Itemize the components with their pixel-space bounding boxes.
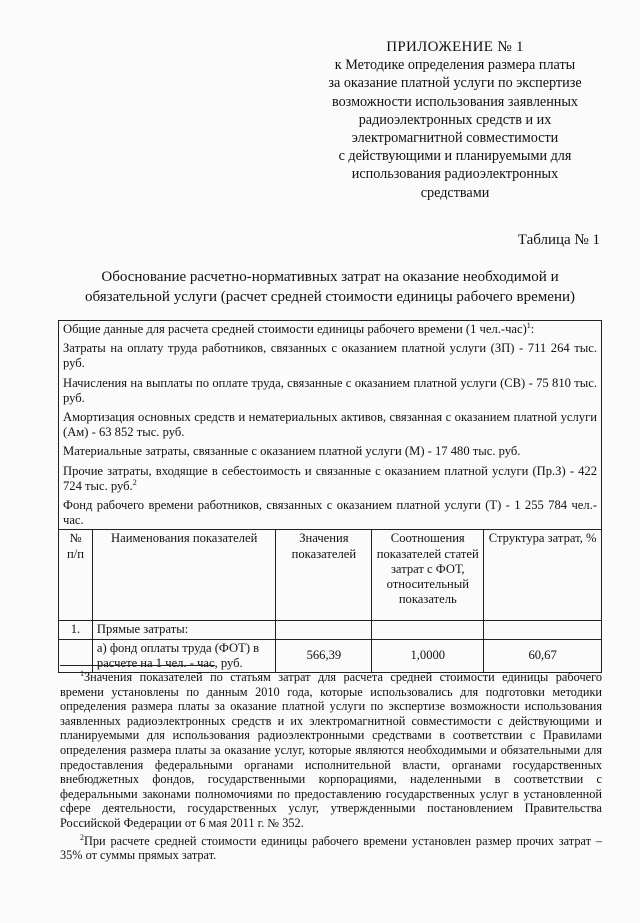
general-item: Материальные затраты, связанные с оказанием платной услуги (М) - 17 480 тыс. руб. <box>63 444 521 459</box>
general-item: Начисления на выплаты по оплате труда, связанные с оказанием платной услуги (СВ) - 75 810 тыс. руб. <box>63 375 597 405</box>
row-ratio <box>372 621 484 639</box>
appendix-line: возможности использования заявленных <box>331 93 579 110</box>
row-value: 566,39 <box>276 639 372 672</box>
footnote-text: При расчете средней стоимости единицы рабочего времени установлен размер прочих затрат – 35% от суммы прямых затрат. <box>60 833 602 863</box>
general-item: Фонд рабочего времени работников, связанных с оказанием платной услуги (Т) - 1 255 784 чел.-час. <box>63 498 597 528</box>
document-title-line: Обоснование расчетно-нормативных затрат на оказание необходимой и <box>101 269 559 285</box>
other-costs-text: Прочие затраты, входящие в себестоимость и связанные с оказанием платной услуги (Пр.З) - 422 724 тыс. руб. <box>63 463 597 493</box>
footnote <box>60 670 602 831</box>
footnote-text: Значения показателей по статьям затрат для расчета средней стоимости единицы рабочего времени установлены по данным 2010 года, которые использовались для подготовки методики определения размера платы за оказание платной услуги по экспертизе возможности использования заявленных радиоэлектронных средств и их электромагнитной совместимости с действующими и планируемыми для использования радиоэлектронными средствами в соответствии с Правилами определения размера платы за оказание услуг, которые являются необходимыми и обязательными для предоставления федеральными органами исполнительной власти, органами государственных внебюджетных фондов, государственными корпорациями, наделенными в соответствии с федеральными законами полномочиями по предоставлению государственных услуг в установленной сфере деятельности, государственных услуг, утвержденными постановлением Правительства Российской Федерации от 6 мая 2011 г. № 352. <box>60 670 602 830</box>
appendix-line: к Методике определения размера платы <box>334 57 576 74</box>
appendix-line: с действующими и планируемыми для <box>338 148 572 165</box>
general-item: Амортизация основных средств и нематериальных активов, связанная с оказанием платной услуги (Ам) - 63 852 тыс. руб. <box>63 410 597 440</box>
appendix-header <box>300 38 610 202</box>
general-data-cell <box>59 321 602 530</box>
appendix-line: радиоэлектронных средств и их <box>358 111 552 128</box>
row-value <box>276 621 372 639</box>
row-ratio: 1,0000 <box>372 639 484 672</box>
appendix-line: использования радиоэлектронных <box>351 166 559 183</box>
footnote-marker: 1 <box>80 668 84 678</box>
appendix-line: электромагнитной совместимости <box>351 130 559 147</box>
footnotes <box>60 670 602 866</box>
footnote-marker: 2 <box>80 832 84 842</box>
col-header-num: № п/п <box>59 530 93 621</box>
general-heading-text: Общие данные для расчета средней стоимости единицы рабочего времени (1 чел.-час) <box>63 322 527 336</box>
appendix-line: средствами <box>420 184 490 201</box>
appendix-line: за оказание платной услуги по экспертизе <box>328 75 582 92</box>
row-name: а) фонд оплаты труда (ФОТ) в расчете на 1 чел. - час, руб. <box>92 639 276 672</box>
table-label: Таблица № 1 <box>517 232 600 248</box>
footnote-separator <box>60 665 215 666</box>
document-title <box>60 267 600 307</box>
cost-table <box>58 320 602 673</box>
row-structure: 60,67 <box>484 639 602 672</box>
row-num: 1. <box>59 621 93 639</box>
table-row <box>59 639 602 672</box>
row-num <box>59 639 93 672</box>
general-item: Затраты на оплату труда работников, связанных с оказанием платной услуги (ЗП) - 711 264 тыс. руб. <box>63 341 597 371</box>
table-row <box>59 621 602 639</box>
appendix-title: ПРИЛОЖЕНИЕ № 1 <box>386 39 524 55</box>
col-header-structure: Структура затрат, % <box>484 530 602 621</box>
general-heading-colon: : <box>530 322 535 336</box>
footnote-ref: 2 <box>132 477 137 487</box>
row-structure <box>484 621 602 639</box>
general-item <box>63 464 597 494</box>
footnote-ref: 1 <box>526 320 531 330</box>
row-name: Прямые затраты: <box>92 621 276 639</box>
footnote <box>60 834 602 863</box>
table-header-row <box>59 530 602 621</box>
general-heading <box>63 322 597 337</box>
col-header-name: Наименования показателей <box>92 530 276 621</box>
col-header-value: Значения показателей <box>276 530 372 621</box>
document-title-line: обязательной услуги (расчет средней стоимости единицы рабочего времени) <box>85 289 575 305</box>
col-header-ratio: Соотношения показателей статей затрат с ФОТ, относительный показатель <box>372 530 484 621</box>
